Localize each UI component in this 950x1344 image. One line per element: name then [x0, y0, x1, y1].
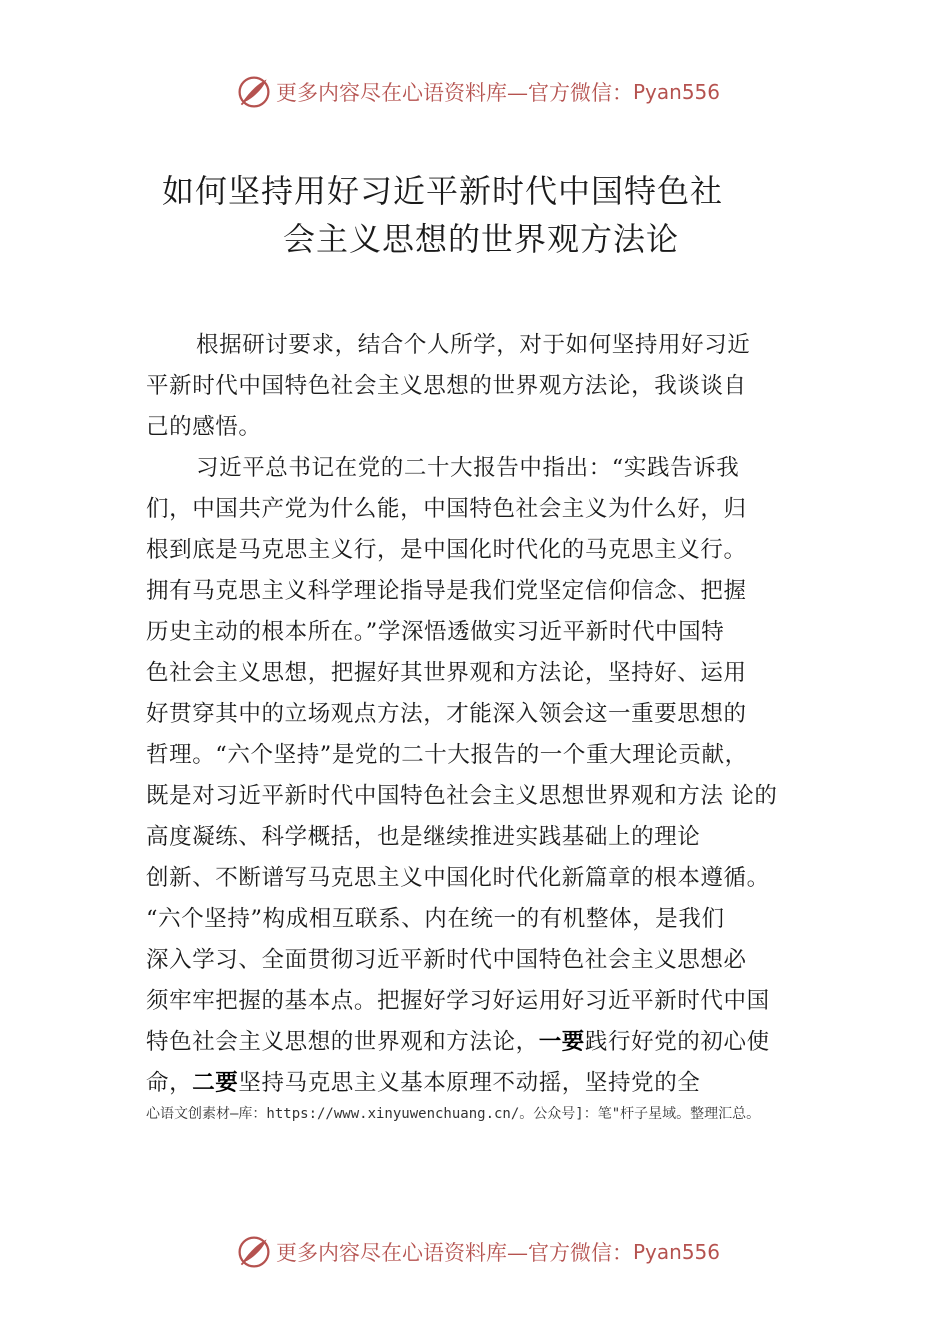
body-line [146, 1022, 846, 1063]
body-text: 命， [146, 1070, 193, 1096]
body-line: 既是对习近平新时代中国特色社会主义思想世界观和方法 论的 [146, 783, 778, 809]
body-line: 习近平总书记在党的二十大报告中指出：“实践告诉我 [196, 455, 740, 481]
source-footer: 心语文创素材—库：https://www.xinyuwenchuang.cn/。公众号]：笔"杆子星域。整理汇总。 [146, 1106, 761, 1122]
body-text: 特色社会主义思想的世界观和方法论， [146, 1029, 539, 1055]
body-line: 须牢牢把握的基本点。把握好学习好运用好习近平新时代中国 [146, 988, 770, 1014]
body-line: 根据研讨要求，结合个人所学，对于如何坚持用好习近 [196, 332, 751, 358]
header-banner [236, 72, 756, 112]
document-title-line-1: 如何坚持用好习近平新时代中国特色社 [162, 172, 724, 210]
document-title-line-2: 会主义思想的世界观方法论 [283, 220, 680, 258]
body-line [146, 1063, 846, 1104]
body-line: 高度凝练、科学概括，也是继续推进实践基础上的理论 [146, 824, 701, 850]
body-line: 根到底是马克思主义行，是中国化时代化的马克思主义行。 [146, 537, 747, 563]
feather-pen-logo-icon [236, 1234, 272, 1270]
body-line: 己的感悟。 [146, 414, 262, 440]
body-text: 坚持马克思主义基本原理不动摇，坚持党的全 [238, 1070, 701, 1096]
banner-text: 更多内容尽在心语资料库—官方微信： [276, 81, 633, 105]
body-line: 好贯穿其中的立场观点方法，才能深入领会这一重要思想的 [146, 701, 747, 727]
body-line: 哲理。“六个坚持”是党的二十大报告的一个重大理论贡献， [146, 742, 748, 768]
body-line: 平新时代中国特色社会主义思想的世界观方法论，我谈谈自 [146, 373, 747, 399]
body-line: 色社会主义思想，把握好其世界观和方法论，坚持好、运用 [146, 660, 747, 686]
feather-pen-logo-icon [236, 74, 272, 110]
body-line: 创新、不断谱写马克思主义中国化时代化新篇章的根本遵循。 [146, 865, 770, 891]
bold-marker: 一要 [538, 1029, 585, 1055]
body-line: 历史主动的根本所在。”学深悟透做实习近平新时代中国特 [146, 619, 725, 645]
body-line: 们，中国共产党为什么能，中国特色社会主义为什么好，归 [146, 496, 747, 522]
document-body [146, 325, 846, 1104]
banner-wechat-id: Pyan556 [633, 80, 721, 104]
body-text: 践行好党的初心使 [584, 1029, 770, 1055]
body-line: 深入学习、全面贯彻习近平新时代中国特色社会主义思想必 [146, 947, 747, 973]
banner-wechat-id: Pyan556 [633, 1240, 721, 1264]
footer-banner [236, 1232, 756, 1272]
body-line: 拥有马克思主义科学理论指导是我们党坚定信仰信念、把握 [146, 578, 747, 604]
banner-text: 更多内容尽在心语资料库—官方微信： [276, 1241, 633, 1265]
bold-marker: 二要 [192, 1070, 239, 1096]
body-line: “六个坚持”构成相互联系、内在统一的有机整体，是我们 [146, 906, 725, 932]
